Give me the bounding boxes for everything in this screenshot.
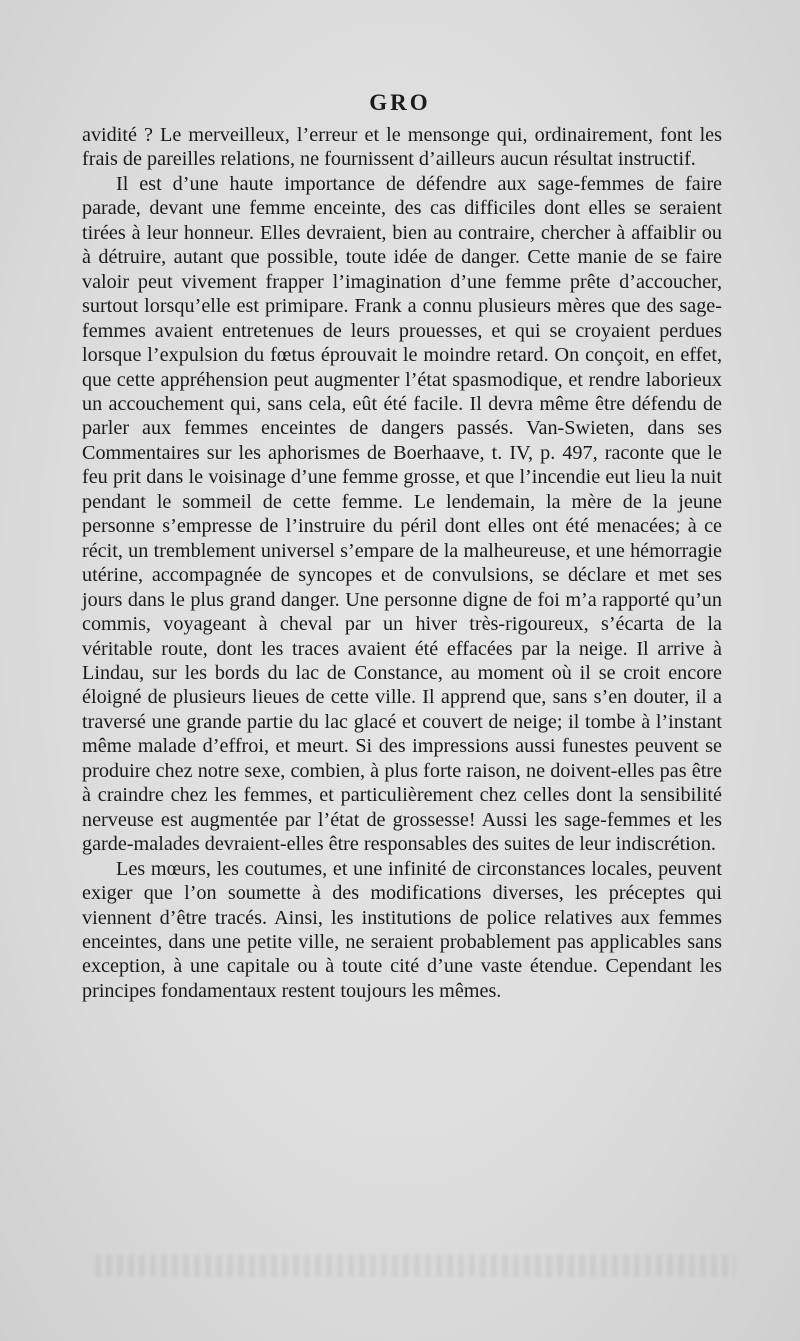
body-text bbox=[82, 123, 722, 1003]
paragraph-2: Il est d’une haute importance de défendre aux sage-femmes de faire parade, devant une femme enceinte, des cas difficiles dont elles se seraient tirées à leur honneur. Elles devraient, bien au contraire, chercher à affaiblir ou à détruire, autant que possible, toute idée de danger. Cette manie de se faire valoir peut vivement frapper l’imagination d’une femme prête d’accoucher, surtout lorsqu’elle est primipare. Frank a connu plusieurs mères que des sage-femmes avaient entretenues de leurs prouesses, et qui se croyaient perdues lorsque l’expulsion du fœtus éprouvait le moindre retard. On conçoit, en effet, que cette appréhension peut augmenter l’état spasmodique, et rendre laborieux un accouchement qui, sans cela, eût été facile. Il devra même être défendu de parler aux femmes enceintes de dangers passés. Van-Swieten, dans ses Commentaires sur les aphorismes de Boerhaave, t. IV, p. 497, raconte que le feu prit dans le voisinage d’une femme grosse, et que l’incendie eut lieu la nuit pendant le sommeil de cette femme. Le lendemain, la mère de la jeune personne s’empresse de l’instruire du péril dont elles ont été menacées; à ce récit, un tremblement universel s’empare de la malheureuse, et une hémorragie utérine, accompagnée de syncopes et de convulsions, se déclare et met ses jours dans le plus grand danger. Une personne digne de foi m’a rapporté qu’un commis, voyageant à cheval par un hiver très-rigoureux, s’écarta de la véritable route, dont les traces avaient été effacées par la neige. Il arrive à Lindau, sur les bords du lac de Constance, au moment où il se croit encore éloigné de plusieurs lieues de cette ville. Il apprend que, sans s’en douter, il a traversé une grande partie du lac glacé et couvert de neige; il tombe à l’instant même malade d’effroi, et meurt. Si des impressions aussi funestes peuvent se produire chez notre sexe, combien, à plus forte raison, ne doivent-elles pas être à craindre chez les femmes, et particulièrement chez celles dont la sensibilité nerveuse est augmentée par l’état de grossesse! Aussi les sage-femmes et les garde-malades devraient-elles être responsables des suites de leur indiscrétion. bbox=[82, 172, 722, 856]
show-through-bleed bbox=[95, 1255, 735, 1277]
paragraph-1: avidité ? Le merveilleux, l’erreur et le mensonge qui, ordinairement, font les frais de pareilles relations, ne fournissent d’ailleurs aucun résultat instructif. bbox=[82, 124, 722, 171]
running-head: GRO bbox=[369, 90, 431, 115]
paragraph-3: Les mœurs, les coutumes, et une infinité de circonstances locales, peuvent exiger que l’on soumette à des modifications diverses, les préceptes qui viennent d’être tracés. Ainsi, les institutions de police relatives aux femmes enceintes, dans une petite ville, ne seraient probablement pas applicables sans exception, à une capitale ou à toute cité d’une vaste étendue. Cependant les principes fondamentaux restent toujours les mêmes. bbox=[82, 857, 722, 1002]
